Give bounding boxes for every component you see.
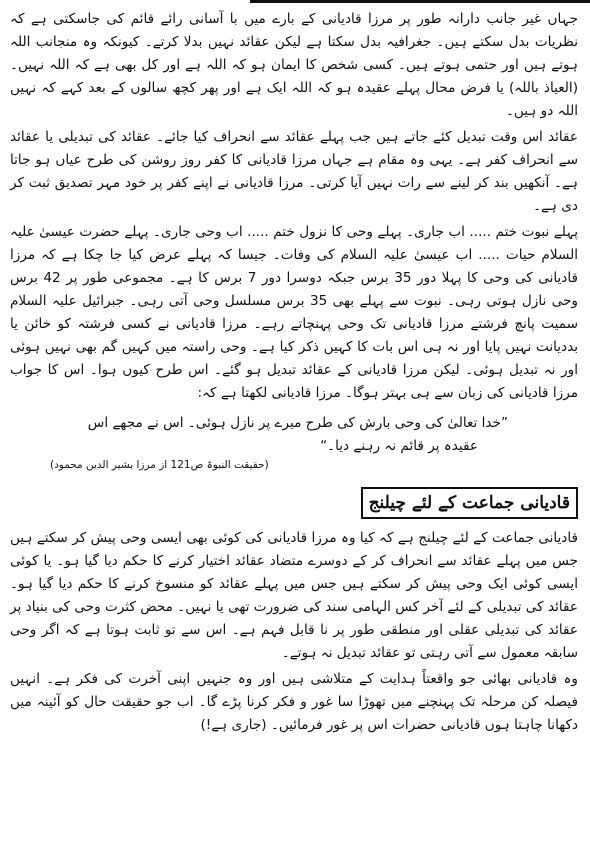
top-rule	[250, 0, 590, 3]
quote-line-2: عقیدہ پر قائم نہ رہنے دیا۔“	[320, 438, 478, 454]
quote-reference	[10, 457, 578, 473]
paragraph-5: وہ قادیانی بھائی جو واقعتاً ہدایت کے متلاشی ہیں اور وہ جنہیں اپنی آخرت کی فکر ہے۔ انہیں فیصلہ کن مرحلہ تک پہنچنے میں تھوڑا سا غور و فکر کرنا پڑے گا۔ اب جو حقیقت حال کو آئینہ میں دکھانا چاہتا ہوں قادیانی حضرات اس پر غور فرمائیں۔ (جاری ہے!)	[10, 671, 578, 733]
paragraph-4: قادیانی جماعت کے لئے چیلنج ہے کہ کیا وہ مرزا قادیانی کی کوئی بھی ایسی وحی پیش کر سکتے ہیں جس میں پہلے عقائد سے انحراف کر کے دوسرے متضاد عقائد اختیار کرنے کا حکم دیا گیا ہو۔ یا کوئی ایسی کوئی ایک وحی پیش کر سکتے ہیں جس میں پہلے عقائد کو منسوخ کرنے کا حکم دیا گیا ہو۔ عقائد کی تبدیلی کے لئے آخر کس الہامی سند کی ضرورت تھی یا نہیں۔ محض کثرت وحی کی بنیاد پر عقائد کی تبدیلی عقلی اور منطقی طور پر نا قابل فہم ہے۔ اس سے تو ثابت ہوتا ہے کہ اگر وحی سابقہ معمول سے آتی رہتی تو عقائد تبدیل نہ ہوتے۔	[10, 530, 578, 661]
quote-reference-text: (حقیقت النبوۃ ص121 از مرزا بشیر الدین محمود)	[50, 459, 269, 471]
paragraph-2: عقائد اس وقت تبدیل کئے جاتے ہیں جب پہلے عقائد سے انحراف کیا جائے۔ عقائد کی تبدیلی یا عقائد سے انحراف کفر ہے۔ یہی وہ مقام ہے جہاں مرزا قادیانی کا کفر روز روشن کی طرح عیاں ہو جاتا ہے۔ آنکھیں بند کر لینے سے رات نہیں آیا کرتی۔ مرزا قادیانی نے اپنے کفر پر خود مہر تصدیق ثبت کر دی ہے۔	[10, 129, 578, 214]
quote-line-1: ”خدا تعالیٰ کی وحی بارش کی طرح میرے پر نازل ہوئی۔ اس نے مجھے اس	[87, 415, 508, 431]
paragraph-3: پہلے نبوت ختم ..... اب جاری۔ پہلے وحی کا نزول ختم ..... اب وحی جاری۔ پہلے حضرت عیسیٰ علیہ السلام حیات ..... اب عیسیٰ علیہ السلام کی وفات۔ جیسا کہ پہلے عرض کیا جا چکا ہے کہ مرزا قادیانی کی وحی کا پہلا دور 35 برس جبکہ دوسرا دور 7 برس کا ہے۔ مجموعی طور پر 42 برس وحی نازل ہوتی رہی۔ نبوت سے پہلے بھی 35 برس مسلسل وحی آتی رہی۔ جبرائیل علیہ السلام سمیت پانچ فرشتے مرزا قادیانی تک وحی پہنچاتے رہے۔ مرزا قادیانی نے کسی فرشتہ کو خائن یا بددیانت نہیں پایا اور نہ ہی اس بات کا کہیں ذکر کیا ہے۔ وحی راستہ میں کہیں گم بھی نہیں ہوئی اور نہ تبدیل ہوئی۔ لیکن مرزا قادیانی کے عقائد تبدیل ہو گئے۔ اس طرح کیوں ہوا۔ اس کا جواب مرزا قادیانی کی زبان سے ہی بہتر ہوگا۔ مرزا قادیانی لکھتا ہے کہ:	[10, 224, 579, 401]
paragraph-1: جہاں غیر جانب دارانہ طور پر مرزا قادیانی کے بارے میں با آسانی رائے قائم کی جاسکتی ہے کہ نظریات بدل سکتے ہیں۔ جغرافیہ بدل سکتا ہے لیکن عقائد نہیں بدلا کرتے۔ کیونکہ وہ منجانب اللہ ہوتے ہیں اور حتمی ہوتے ہیں۔ کسی شخص کا ایمان ہو کہ اللہ ہے اور کل بھی ہے کہ اللہ نہیں۔ (العیاذ باللہ) یا فرض محال پہلے عقیدہ ہو کہ اللہ ایک ہے اور پھر کچھ سالوں کے بعد کہے کہ نہیں اللہ دو ہیں۔	[10, 11, 578, 119]
section-heading: قادیانی جماعت کے لئے چیلنج	[361, 487, 578, 519]
